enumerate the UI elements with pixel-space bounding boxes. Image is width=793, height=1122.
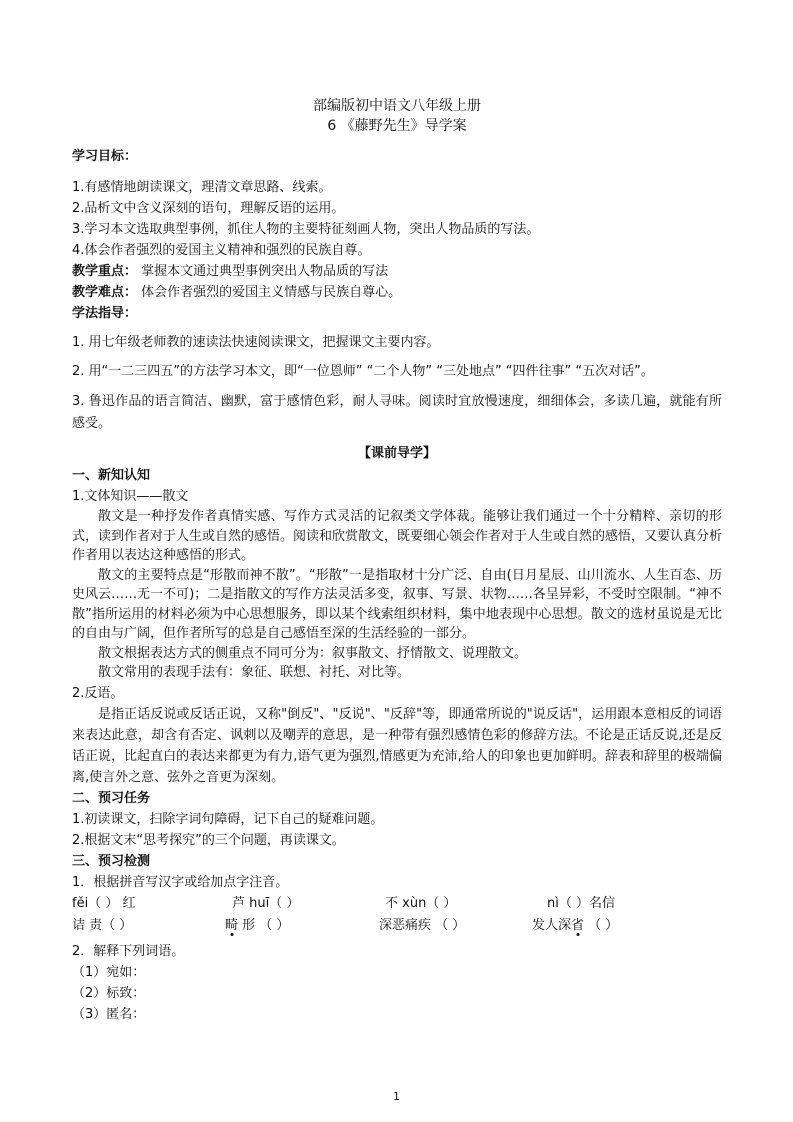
prose-paragraph: 散文常用的表现手法有：象征、联想、衬托、对比等。: [98, 665, 411, 680]
blank-item[interactable]: 不 xùn（ ）: [385, 895, 457, 911]
part2-heading: 二、预习任务: [72, 790, 151, 806]
word-item[interactable]: （2）标致：: [72, 985, 146, 1001]
teaching-key-point: [72, 261, 722, 282]
blank-item[interactable]: [225, 915, 289, 937]
objective-item: 2.品析文中含义深刻的语句，理解反语的运用。: [72, 201, 345, 216]
difficulty-label: 教学难点：: [72, 285, 138, 300]
task-item: 2.根据文末“思考探究”的三个问题，再读课文。: [72, 832, 345, 848]
blank-item[interactable]: fěi（ ） 红: [72, 895, 136, 911]
method-item: 2. 用“一二三四五”的方法学习本文，即“一位恩师” “二个人物” “三处地点” “四件往事” “五次对话”。: [72, 364, 654, 379]
objective-item: 3.学习本文选取典型事例，抓住人物的主要特征刻画人物，突出人物品质的写法。: [72, 222, 540, 237]
blank-suffix: 形 （ ）: [238, 917, 290, 933]
task-item: 1.初读课文，扫除字词句障碍，记下自己的疑难问题。: [72, 811, 384, 827]
dotted-char: 畸: [225, 917, 239, 933]
pinyin-row: [72, 915, 722, 937]
irony-paragraph: 是指正话反说或反话正说，又称"倒反"、"反说"、"反辞"等，即通常所说的"说反话"，运用跟本意相反的词语来表达此意，却含有否定、讽刺以及嘲弄的意思，是一种带有强烈感情色彩的修辞方法。不论是正话反说,还是反话正说，比起直白的表达来都更为有力,语气更为强烈,情感更为充沛,给人的印象也更加鲜明。辞表和辞里的极端偏离,使言外之意、弦外之音更为深刻。: [72, 706, 722, 785]
word-item[interactable]: （1）宛如：: [72, 964, 146, 980]
prose-paragraph: 散文根据表达方式的侧重点不同可分为：叙事散文、抒情散文、说理散文。: [98, 645, 528, 661]
page-number: 1: [393, 1090, 400, 1103]
prose-paragraph: 散文的主要特点是“形散而神不散”。“形散”一是指取材十分广泛、自由(日月星辰、山川流水、人生百态、历史风云……无一不可)；二是指散文的写作方法灵活多变，叙事、写景、状物……各呈异彩，不受时空限制。“神不散”指所运用的材料必须为中心思想服务，即以某个线索组织材料，集中地表现中心思想。散文的选材虽说是无比的自由与广阔，但作者所写的总是自己感悟至深的生活经验的一部分。: [72, 567, 722, 641]
method-heading: 学法指导：: [72, 306, 138, 321]
key-point-text: 掌握本文通过典型事例突出人物品质的写法: [141, 264, 389, 279]
key-point-label: 教学重点：: [72, 264, 138, 279]
pinyin-row: [72, 893, 722, 915]
dotted-char: 省: [571, 917, 585, 933]
method-item: 1. 用七年级老师教的速读法快速阅读课文，把握课文主要内容。: [72, 335, 440, 350]
prose-heading: 1.文体知识——散文: [72, 489, 189, 504]
objective-item: 4.体会作者强烈的爱国主义精神和强烈的民族自尊。: [72, 243, 371, 258]
teaching-difficulty: [72, 282, 722, 303]
blank-item[interactable]: 诘 责（ ）: [72, 917, 133, 933]
prose-paragraph: 散文是一种抒发作者真情实感、写作方式灵活的记叙类文学体裁。能够让我们通过一个十分精粹、亲切的形式，读到作者对于人生或自然的感悟。阅读和欣赏散文，既要细心领会作者对于人生或自然的感悟，又要认真分析作者用以表达这种感悟的形式。: [72, 509, 723, 563]
question2-heading: 2．解释下列词语。: [72, 943, 185, 959]
method-item: 3. 鲁迅作品的语言简洁、幽默，富于感情色彩，耐人寻味。阅读时宜放慢速度，细细体会，多读几遍，就能有所感受。: [72, 394, 722, 431]
blank-item[interactable]: nì（ ）名信: [547, 895, 615, 911]
question1-heading: 1．根据拼音写汉字或给加点字注音。: [72, 874, 289, 890]
blank-item[interactable]: 深恶痛疾 （ ）: [379, 917, 466, 933]
blank-item[interactable]: 芦 huī（ ）: [232, 895, 300, 911]
difficulty-text: 体会作者强烈的爱国主义情感与民族自尊心。: [141, 285, 402, 300]
blank-item[interactable]: [532, 915, 618, 937]
document-subtitle: 6 《藤野先生》导学案: [327, 118, 467, 134]
part3-heading: 三、预习检测: [72, 853, 151, 869]
blank-prefix: 发人深: [532, 917, 572, 933]
word-item[interactable]: （3）匿名：: [72, 1006, 146, 1022]
section-title: 【课前导学】: [357, 446, 436, 461]
objectives-heading: 学习目标：: [72, 149, 138, 164]
blank-suffix: （ ）: [584, 917, 619, 933]
part1-heading: 一、新知认知: [72, 468, 151, 483]
irony-heading: 2.反语。: [72, 685, 124, 701]
objective-item: 1.有感情地朗读课文，理清文章思路、线索。: [72, 180, 332, 195]
document-page: [72, 96, 722, 1025]
document-title: 部编版初中语文八年级上册: [313, 98, 481, 114]
